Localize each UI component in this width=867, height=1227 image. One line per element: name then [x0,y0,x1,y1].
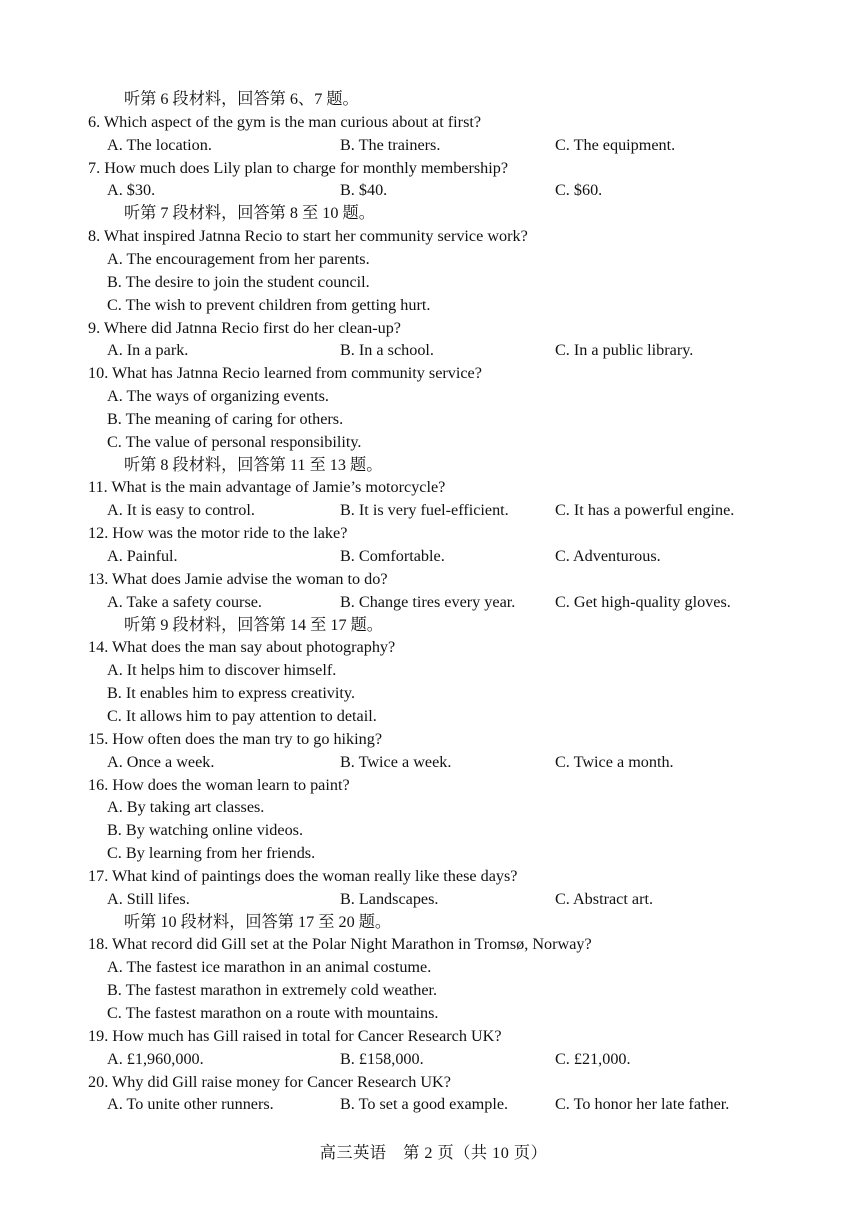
option-a: A. In a park. [107,341,189,360]
option-b: B. £158,000. [340,1049,424,1068]
question-text: 14. What does the man say about photography? [88,638,396,657]
options-row [0,339,867,362]
question-text: 12. How was the motor ride to the lake? [88,524,348,543]
option-c: C. Get high-quality gloves. [555,592,731,611]
section-instruction: 听第 8 段材料，回答第 11 至 13 题。 [124,455,383,474]
option-a: A. Painful. [107,547,178,565]
option-line [0,705,867,728]
options-row [0,751,867,774]
option-b: B. Comfortable. [340,547,445,565]
option-b: B. Change tires every year. [340,592,516,611]
options-row [0,591,867,614]
option-c: C. The equipment. [555,135,676,154]
question [0,157,867,180]
option-text: A. The encouragement from her parents. [107,249,370,268]
option-text: B. The fastest marathon in extremely cold weather. [107,981,438,1000]
option-a: A. The location. [107,135,212,154]
option-line [0,659,867,682]
question-text: 15. How often does the man try to go hiking? [88,729,383,748]
option-line [0,979,867,1002]
options-row [0,499,867,522]
question-text: 16. How does the woman learn to paint? [88,775,350,794]
option-b: B. In a school. [340,341,434,360]
option-text: B. The meaning of caring for others. [107,409,344,428]
options-row [0,1048,867,1071]
option-a: A. Once a week. [107,752,215,771]
section-heading [0,88,867,111]
option-text: A. It helps him to discover himself. [107,661,337,680]
question [0,317,867,340]
question-text: 7. How much does Lily plan to charge for monthly membership? [88,158,509,177]
question [0,225,867,248]
section-instruction: 听第 10 段材料，回答第 17 至 20 题。 [124,912,392,931]
question-text: 13. What does Jamie advise the woman to do? [88,569,388,588]
option-line [0,842,867,865]
option-line [0,431,867,454]
options-row [0,179,867,202]
question [0,111,867,134]
option-a: A. Still lifes. [107,889,190,908]
question [0,1071,867,1094]
question [0,476,867,499]
option-text: C. The wish to prevent children from getting hurt. [107,295,431,314]
option-c: C. Adventurous. [555,547,661,565]
question [0,568,867,591]
question-text: 18. What record did Gill set at the Polar Night Marathon in Tromsø, Norway? [88,935,592,954]
question [0,933,867,956]
option-a: A. Take a safety course. [107,592,262,611]
option-b: B. To set a good example. [340,1095,509,1114]
question [0,636,867,659]
option-c: C. It has a powerful engine. [555,501,735,520]
option-text: A. By taking art classes. [107,798,265,817]
option-line [0,385,867,408]
option-text: C. The fastest marathon on a route with mountains. [107,1004,439,1022]
options-row [0,545,867,568]
option-line [0,956,867,979]
option-line [0,1002,867,1025]
option-a: A. £1,960,000. [107,1049,204,1068]
question [0,865,867,888]
section-heading [0,911,867,934]
section-heading [0,454,867,477]
option-text: C. By learning from her friends. [107,844,316,863]
option-line [0,796,867,819]
option-text: B. By watching online videos. [107,821,304,840]
option-b: B. Landscapes. [340,889,439,908]
option-c: C. In a public library. [555,341,694,360]
section-instruction: 听第 9 段材料，回答第 14 至 17 题。 [124,615,383,634]
options-row [0,888,867,911]
option-a: A. To unite other runners. [107,1095,274,1114]
option-text: A. The ways of organizing events. [107,387,329,406]
option-c: C. $60. [555,181,603,200]
option-c: C. £21,000. [555,1049,631,1068]
question [0,728,867,751]
option-line [0,682,867,705]
option-line [0,819,867,842]
option-text: C. The value of personal responsibility. [107,432,362,451]
question [0,774,867,797]
question [0,1025,867,1048]
question-text: 19. How much has Gill raised in total for Cancer Research UK? [88,1026,502,1045]
option-c: C. Abstract art. [555,889,654,908]
options-row [0,134,867,157]
question-text: 10. What has Jatnna Recio learned from community service? [88,364,482,383]
question-text: 9. Where did Jatnna Recio first do her clean-up? [88,318,401,337]
option-text: B. The desire to join the student council. [107,272,370,291]
option-c: C. To honor her late father. [555,1095,730,1114]
option-b: B. $40. [340,181,388,200]
option-line [0,271,867,294]
question [0,522,867,545]
question-text: 6. Which aspect of the gym is the man curious about at first? [88,112,482,131]
question [0,362,867,385]
option-text: A. The fastest ice marathon in an animal costume. [107,958,432,977]
option-c: C. Twice a month. [555,752,674,771]
option-a: A. It is easy to control. [107,501,255,520]
option-b: B. It is very fuel-efficient. [340,501,509,520]
option-b: B. The trainers. [340,135,441,154]
options-row [0,1093,867,1116]
question-text: 11. What is the main advantage of Jamie’s motorcycle? [88,478,446,497]
question-text: 17. What kind of paintings does the woman really like these days? [88,866,518,885]
section-heading [0,202,867,225]
option-text: B. It enables him to express creativity. [107,684,355,703]
section-instruction: 听第 6 段材料，回答第 6、7 题。 [124,90,359,108]
section-heading [0,614,867,637]
page-footer: 高三英语 第 2 页（共 10 页） [319,1144,548,1162]
question-text: 20. Why did Gill raise money for Cancer Research UK? [88,1072,451,1091]
option-line [0,294,867,317]
option-text: C. It allows him to pay attention to detail. [107,706,377,725]
option-b: B. Twice a week. [340,752,452,771]
section-instruction: 听第 7 段材料，回答第 8 至 10 题。 [124,204,375,223]
option-line [0,248,867,271]
option-line [0,408,867,431]
option-a: A. $30. [107,181,156,200]
question-text: 8. What inspired Jatnna Recio to start her community service work? [88,227,528,246]
